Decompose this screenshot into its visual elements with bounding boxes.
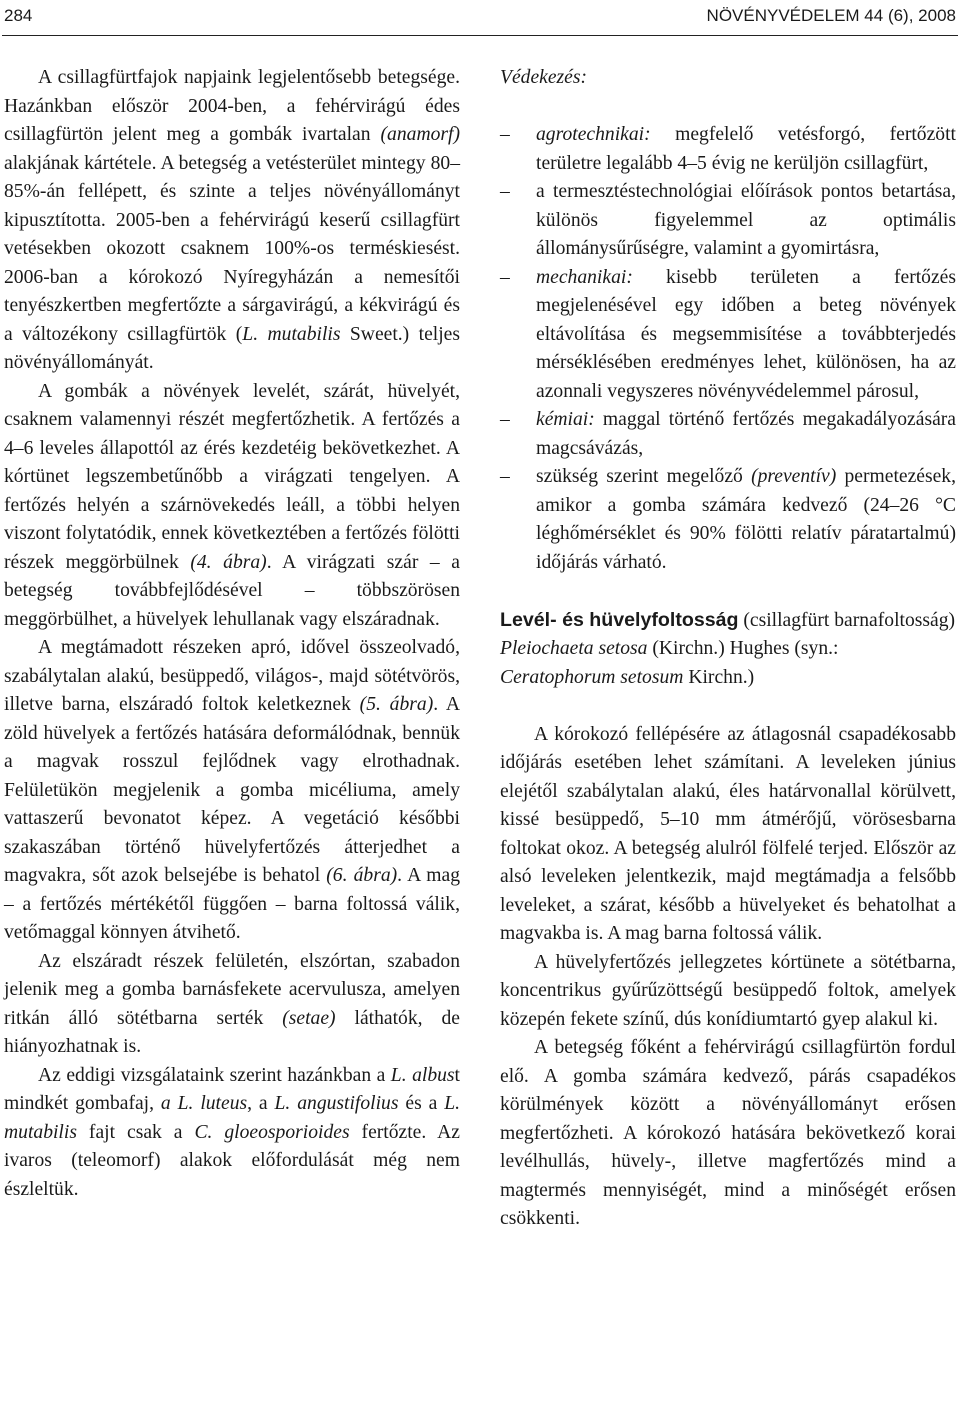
list-item: – agrotechnikai: megfelelő vetésforgó, fertőzött területre legalább 4–5 évig ne kerüljön csillagfürt, [500, 124, 956, 174]
section-heading: Levél- és hüvelyfoltosság (csillagfürt barnafoltosság) Pleiochaeta setosa (Kirchn.) Hughes (syn.: Ceratophorum setosum Kirchn.) [500, 608, 956, 688]
journal-citation: NÖVÉNYVÉDELEM 44 (6), 2008 [706, 6, 956, 25]
page-number: 284 [4, 6, 33, 25]
paragraph: A megtámadott részeken apró, idővel összeolvadó, szabálytalan alakú, besüppedő, világos-, majd sötétvörös, illetve barna, elszáradó foltok keletkeznek (5. ábra). A zöld hüvelyek a fertőzés hatására deformálódnak, bennük a magvak rosszul fejlődnek vagy elrothadnak. Felületükön megjelenik a gomba micéliuma, amely vattaszerű bevonatot képez. A vegetáció későbbi szakaszában történő hüvelyfertőzés átterjedhet a magvakra, sőt azok belsejébe is behatol (6. ábra). A mag – a fertőzés mértékétől függően – barna foltossá válik, vetőmaggal könnyen átvihető. [4, 637, 460, 943]
list-item: – kémiai: maggal történő fertőzés megakadályozására magcsávázás, [500, 409, 956, 459]
right-column [500, 64, 956, 1234]
vedekezes-label: Védekezés: [500, 67, 588, 88]
list-item: – a termesztéstechnológiai előírások pontos betartása, különös figyelemmel az optimális állománysűrűségre, valamint a gyomirtásra, [500, 181, 956, 259]
list-item: – szükség szerint megelőző (preventív) permetezések, amikor a gomba számára kedvező (24–26 °C léghőmérséklet és 90% fölötti relatív páratartalmú) időjárás várható. [500, 466, 956, 573]
paragraph: Az elszáradt részek felületén, elszórtan, szabadon jelenik meg a gomba barnásfekete acervulusza, amelyen ritkán álló sötétbarna serték (setae) láthatók, de hiányozhatnak is. [4, 950, 460, 1057]
list-item: – mechanikai: kisebb területen a fertőzés megjelenésével egy időben a beteg növények eltávolítása és megsemmisítése a továbbterjedés mérséklésében eredményes lehet, különösen, ha az azonnali vegyszeres növényvédelemmel párosul, [500, 266, 956, 402]
paragraph: A gombák a növények levelét, szárát, hüvelyét, csaknem valamennyi részét megfertőzhetik. A fertőzés a 4–6 leveles állapottól az érés kezdetéig bekövetkezhet. A kórtünet legszembetűnőbb a virágzati tengelyen. A fertőzés helyén a szárnövekedés leáll, a többi helyen viszont folytatódik, ennek következtében a fertőzés fölötti részek meggörbülnek (4. ábra). A virágzati szár – a betegség továbbfejlődésével – többszörösen meggörbülhet, a hüvelyek lehullanak vagy elszáradnak. [4, 380, 460, 630]
paragraph: A kórokozó fellépésére az átlagosnál csapadékosabb időjárás esetében lehet számítani. A leveleken június elejétől szabálytalan alakú, éles határvonallal körülvett, kissé besüppedő, 5–10 mm átmérőjű, vörösesbarna foltokat okoz. A betegség alulról fölfelé terjed. Először az alsó leveleken jelentkezik, majd megtámadja a felsőbb leveleket, a szárat, később a hüvelyeket és behatolhat a magvakba is. A mag barna foltossá válik. [500, 723, 956, 944]
paragraph: Az eddigi vizsgálataink szerint hazánkban a L. albust mindkét gombafaj, a L. luteus, a L. angustifolius és a L. mutabilis fajt csak a C. gloeosporioides fertőzte. Az ivaros (teleomorf) alakok előfordulását még nem észleltük. [4, 1064, 461, 1200]
control-measures-list [500, 121, 956, 577]
header-rule [2, 35, 958, 36]
page-header [4, 6, 956, 30]
paragraph: A csillagfürtfajok napjaink legjelentősebb betegsége. Hazánkban először 2004-ben, a fehérvirágú édes csillagfürtön jelent meg a gombák ivartalan (anamorf) alakjának kártétele. A betegség a vetésterület mintegy 80–85%-án fellépett, és szinte a teljes növényállományt kipusztította. 2005-ben a fehérvirágú keserű csillagfürt vetésekben okozott csaknem 100%-os terméskiesést. 2006-ban a kórokozó Nyíregyházán a nemesítői tenyészkertben megfertőzte a sárgavirágú, a kékvirágú és a változékony csillagfürtök (L. mutabilis Sweet.) teljes növényállományát. [4, 67, 460, 373]
paragraph: A betegség főként a fehérvirágú csillagfürtön fordul elő. A gomba számára kedvező, párás csapadékos körülmények között a növényállományt erősen megfertőzheti. A kórokozó hatására bekövetkező korai levélhullás, hüvely-, illetve magfertőzés mind a magtermés mennyiségét, mind a minőségét erősen csökkenti. [500, 1037, 956, 1229]
paragraph: A hüvelyfertőzés jellegzetes kórtünete a sötétbarna, koncentrikus gyűrűzöttségű besüppedő foltok, amelyek közepén fekete színű, dús konídiumtartó gyep alakul ki. [500, 951, 956, 1030]
left-column [4, 64, 460, 1204]
